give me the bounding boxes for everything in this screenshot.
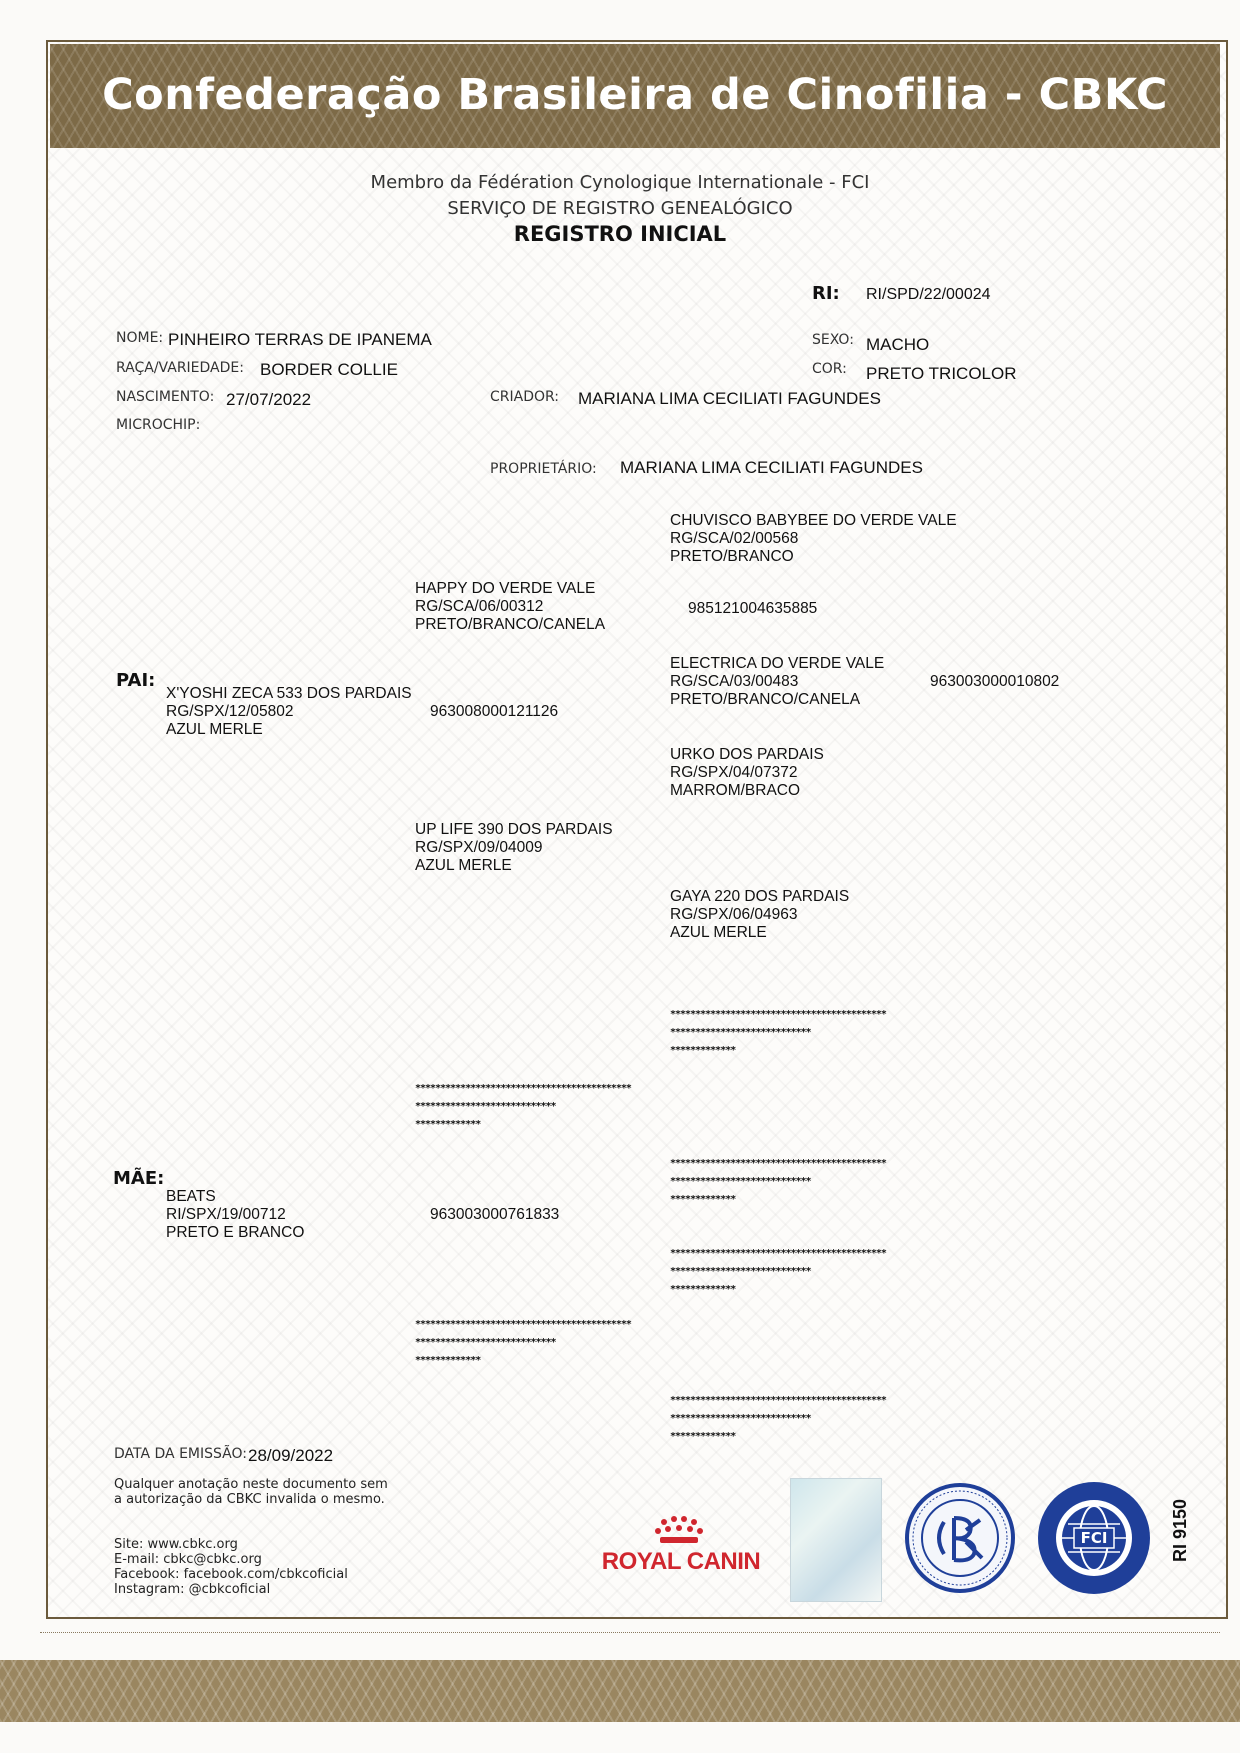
hologram-seal bbox=[790, 1478, 882, 1602]
cbkc-seal-icon bbox=[904, 1482, 1016, 1594]
sire-chip: 963008000121126 bbox=[430, 703, 559, 720]
masked-entry: ******************************************* **************************** ************* bbox=[415, 1319, 631, 1366]
masked-entry: ******************************************* **************************** ************* bbox=[670, 1158, 886, 1205]
masked-entry: ******************************************* **************************** ************* bbox=[670, 1248, 886, 1295]
ri-value: RI/SPD/22/00024 bbox=[866, 286, 991, 303]
dam: BEATS RI/SPX/19/00712 PRETO E BRANCO bbox=[166, 1188, 305, 1241]
document-type: REGISTRO INICIAL bbox=[513, 222, 727, 246]
breeder-name: MARIANA LIMA CECILIATI FAGUNDES bbox=[578, 389, 881, 408]
fci-member-line: Membro da Fédération Cynologique Internationale - FCI bbox=[370, 172, 870, 193]
fci-seal-icon bbox=[1036, 1480, 1152, 1596]
masked-entry: ******************************************* **************************** ************* bbox=[415, 1083, 631, 1130]
issue-date-label: DATA DA EMISSÃO: bbox=[114, 1446, 247, 1462]
dam-label: MÃE: bbox=[113, 1168, 165, 1189]
security-microline bbox=[40, 1632, 1220, 1637]
owner-name: MARIANA LIMA CECILIATI FAGUNDES bbox=[620, 458, 923, 477]
dog-birth: 27/07/2022 bbox=[226, 390, 312, 409]
sire-label: PAI: bbox=[116, 670, 156, 691]
dam-chip: 963003000761833 bbox=[430, 1206, 560, 1223]
breed-label: RAÇA/VARIEDADE: bbox=[116, 360, 244, 376]
sire-sire-sire: CHUVISCO BABYBEE DO VERDE VALE RG/SCA/02/00568 PRETO/BRANCO bbox=[670, 512, 957, 565]
issue-date: 28/09/2022 bbox=[248, 1446, 334, 1465]
ri-label: RI: bbox=[812, 283, 840, 304]
royal-canin-logo bbox=[592, 1512, 770, 1582]
sex-label: SEXO: bbox=[812, 332, 854, 348]
sire-sire-dam: ELECTRICA DO VERDE VALE RG/SCA/03/00483 PRETO/BRANCO/CANELA bbox=[670, 655, 885, 708]
sire-sire-dam-chip: 963003000010802 bbox=[930, 673, 1060, 690]
breeder-label: CRIADOR: bbox=[490, 389, 560, 405]
royal-canin-text: ROYAL CANIN bbox=[601, 1548, 761, 1575]
microchip-label: MICROCHIP: bbox=[116, 417, 201, 433]
dog-color: PRETO TRICOLOR bbox=[866, 364, 1017, 383]
owner-label: PROPRIETÁRIO: bbox=[490, 461, 597, 477]
service-line: SERVIÇO DE REGISTRO GENEALÓGICO bbox=[447, 198, 793, 219]
sire-dam-dam: GAYA 220 DOS PARDAIS RG/SPX/06/04963 AZUL MERLE bbox=[670, 888, 850, 941]
sire-dam: UP LIFE 390 DOS PARDAIS RG/SPX/09/04009 AZUL MERLE bbox=[415, 821, 613, 874]
contact-info: Site: www.cbkc.org E-mail: cbkc@cbkc.org Facebook: facebook.com/cbkcoficial Instagram: @cbkcoficial bbox=[114, 1537, 348, 1597]
document-sheet bbox=[46, 40, 1228, 1619]
dog-sex: MACHO bbox=[866, 335, 930, 354]
dog-breed: BORDER COLLIE bbox=[260, 360, 398, 379]
fci-text: FCI bbox=[1080, 1529, 1108, 1547]
birth-label: NASCIMENTO: bbox=[116, 389, 215, 405]
document-serial: RI 9150 bbox=[1170, 1498, 1190, 1562]
bottom-security-band bbox=[0, 1660, 1240, 1722]
masked-entry: ******************************************* **************************** ************* bbox=[670, 1009, 886, 1056]
dog-name: PINHEIRO TERRAS DE IPANEMA bbox=[168, 330, 432, 349]
sire-dam-sire: URKO DOS PARDAIS RG/SPX/04/07372 MARROM/BRACO bbox=[670, 746, 824, 799]
sire-sire-chip: 985121004635885 bbox=[688, 600, 818, 617]
page-title: Confederação Brasileira de Cinofilia - CBKC bbox=[102, 70, 1168, 120]
sire: X'YOSHI ZECA 533 DOS PARDAIS RG/SPX/12/05802 AZUL MERLE bbox=[166, 685, 412, 738]
sire-sire: HAPPY DO VERDE VALE RG/SCA/06/00312 PRETO/BRANCO/CANELA bbox=[415, 580, 606, 633]
masked-entry: ******************************************* **************************** ************* bbox=[670, 1395, 886, 1442]
validity-notice: Qualquer anotação neste documento sem a autorização da CBKC invalida o mesmo. bbox=[114, 1477, 388, 1507]
color-label: COR: bbox=[812, 361, 847, 377]
name-label: NOME: bbox=[116, 330, 164, 346]
